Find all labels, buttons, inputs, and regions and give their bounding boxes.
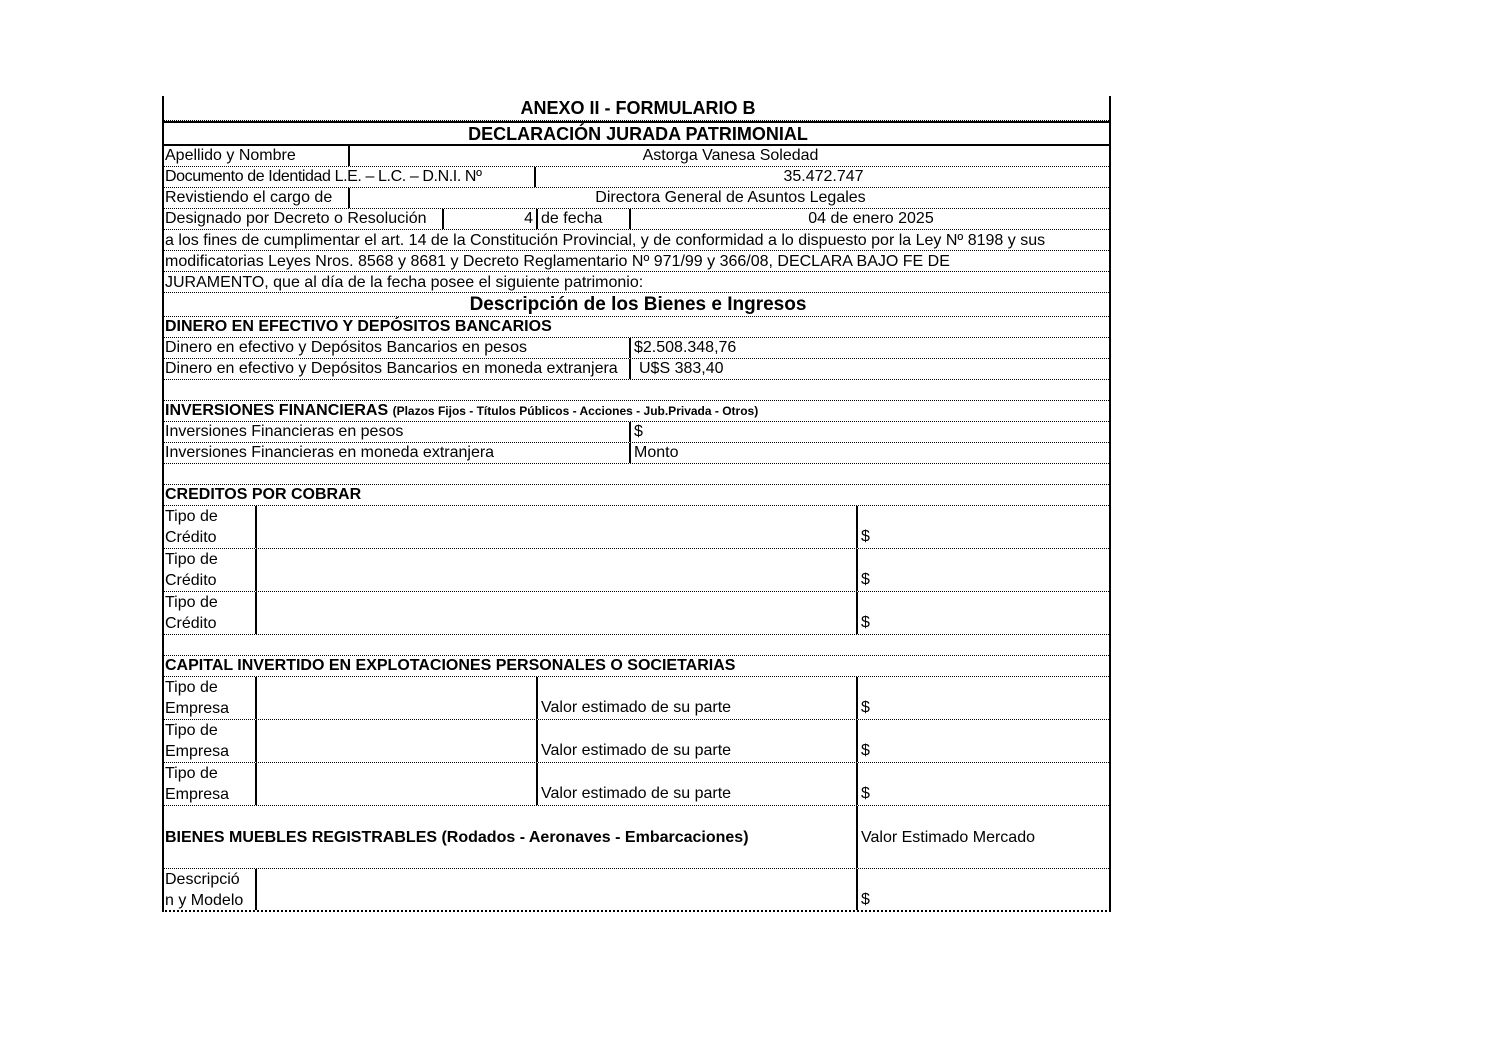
declaration-text-1: a los fines de cumplimentar el art. 14 de la Constitución Provincial, y de conformidad a lo dispuesto por la Ley Nº 8198 y sus [165, 232, 1046, 249]
company-value: $ [856, 720, 1111, 762]
credit-value: $ [856, 506, 1111, 548]
company-description-field [255, 677, 536, 719]
credit-row [162, 549, 1111, 592]
cash-foreign-row [162, 359, 1111, 380]
role-label: Revistiendo el cargo de [165, 189, 333, 206]
declaration-line-3 [162, 272, 1111, 293]
document-row [162, 167, 1111, 188]
cash-section-title: DINERO EN EFECTIVO Y DEPÓSITOS BANCARIOS [165, 318, 552, 335]
cash-pesos-value: $2.508.348,76 [629, 338, 1111, 358]
spacer-row [162, 635, 1111, 656]
description-title-row [162, 293, 1111, 317]
credit-type-label: Tipo de Crédito [165, 594, 218, 632]
capital-section-row [162, 656, 1111, 677]
cash-foreign-value: U$S 383,40 [629, 359, 1111, 379]
movables-section-row [162, 806, 1111, 869]
form-title: DECLARACIÓN JURADA PATRIMONIAL [468, 124, 808, 144]
cash-section-row [162, 317, 1111, 338]
decree-number: 4 [442, 209, 536, 229]
declaration-form [162, 96, 1111, 912]
declaration-line-1 [162, 230, 1111, 251]
decree-label: Designado por Decreto o Resolución [165, 210, 427, 227]
movable-value: $ [856, 869, 1111, 910]
credit-description-field [255, 592, 856, 634]
decree-row [162, 209, 1111, 230]
capital-section-title: CAPITAL INVERTIDO EN EXPLOTACIONES PERSONALES O SOCIETARIAS [165, 657, 736, 674]
role-value: Directora General de Asuntos Legales [348, 188, 1111, 208]
movable-description-field [255, 869, 856, 910]
movables-section-title: BIENES MUEBLES REGISTRABLES (Rodados - Aeronaves - Embarcaciones) [165, 829, 749, 846]
credit-value: $ [856, 549, 1111, 591]
company-estimate-label: Valor estimado de su parte [536, 763, 856, 805]
cash-foreign-label: Dinero en efectivo y Depósitos Bancarios en moneda extranjera [165, 360, 618, 377]
credit-row [162, 506, 1111, 549]
credits-section-title: CREDITOS POR COBRAR [165, 486, 362, 503]
investments-pesos-label: Inversiones Financieras en pesos [165, 423, 404, 440]
company-description-field [255, 720, 536, 762]
company-estimate-label: Valor estimado de su parte [536, 677, 856, 719]
investments-pesos-row [162, 422, 1111, 443]
investments-section-title [162, 401, 1111, 421]
spacer-row [162, 380, 1111, 401]
movable-row [162, 869, 1111, 912]
description-title: Descripción de los Bienes e Ingresos [469, 294, 807, 315]
credit-description-field [255, 506, 856, 548]
credit-row [162, 592, 1111, 635]
investments-foreign-value: Monto [629, 443, 1111, 463]
market-value-label: Valor Estimado Mercado [856, 806, 1111, 868]
company-value: $ [856, 763, 1111, 805]
investments-title: INVERSIONES FINANCIERAS [165, 402, 389, 419]
annex-title-row [162, 96, 1111, 121]
movable-description-label: Descripció n y Modelo [165, 871, 244, 909]
credit-type-label: Tipo de Crédito [165, 508, 218, 546]
date-value: 04 de enero 2025 [629, 209, 1111, 229]
company-row [162, 763, 1111, 806]
declaration-text-2: modificatorias Leyes Nros. 8568 y 8681 y Decreto Reglamentario Nº 971/99 y 366/08, DECLARA BAJO FE DE [165, 253, 950, 270]
spacer-row [162, 464, 1111, 485]
investments-pesos-value: $ [629, 422, 1111, 442]
investments-subtitle: (Plazos Fijos - Títulos Públicos - Acciones - Jub.Privada - Otros) [392, 404, 759, 418]
name-value: Astorga Vanesa Soledad [348, 146, 1111, 166]
name-label: Apellido y Nombre [165, 147, 296, 164]
investments-foreign-row [162, 443, 1111, 464]
company-value: $ [856, 677, 1111, 719]
company-type-label: Tipo de Empresa [165, 679, 230, 717]
company-type-label: Tipo de Empresa [165, 765, 230, 803]
date-label: de fecha [536, 209, 629, 229]
name-row [162, 146, 1111, 167]
role-row [162, 188, 1111, 209]
form-title-row [162, 121, 1111, 146]
credit-value: $ [856, 592, 1111, 634]
credit-type-label: Tipo de Crédito [165, 551, 218, 589]
credit-description-field [255, 549, 856, 591]
annex-title: ANEXO II - FORMULARIO B [520, 98, 756, 118]
document-label: Documento de Identidad L.E. – L.C. – D.N.I. Nº [165, 168, 482, 185]
company-row [162, 677, 1111, 720]
company-description-field [255, 763, 536, 805]
cash-pesos-row [162, 338, 1111, 359]
cash-pesos-label: Dinero en efectivo y Depósitos Bancarios en pesos [165, 339, 527, 356]
document-value: 35.472.747 [534, 167, 1111, 187]
credits-section-row [162, 485, 1111, 506]
company-type-label: Tipo de Empresa [165, 722, 230, 760]
company-row [162, 720, 1111, 763]
company-estimate-label: Valor estimado de su parte [536, 720, 856, 762]
investments-section-row [162, 401, 1111, 422]
declaration-text-3: JURAMENTO, que al día de la fecha posee el siguiente patrimonio: [165, 274, 644, 291]
declaration-line-2 [162, 251, 1111, 272]
investments-foreign-label: Inversiones Financieras en moneda extranjera [165, 444, 495, 461]
